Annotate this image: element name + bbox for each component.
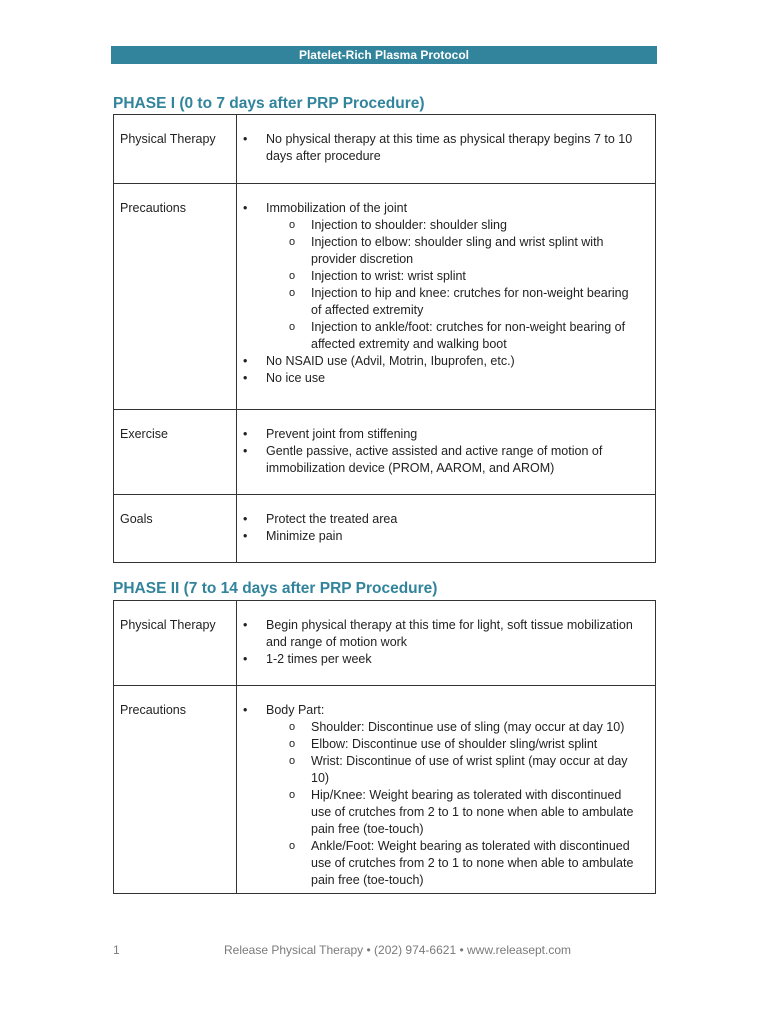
row-label-precautions: Precautions <box>114 184 237 410</box>
row-content-precautions <box>237 686 656 894</box>
phase-1-table <box>113 114 656 563</box>
row-label-physical-therapy: Physical Therapy <box>114 115 237 184</box>
footer-contact-info: Release Physical Therapy • (202) 974-6621 • www.releasept.com <box>224 943 572 957</box>
phase-2-table <box>113 600 656 894</box>
list-item: • Begin physical therapy at this time for light, soft tissue mobilization and range of motion work <box>266 617 641 651</box>
row-content-physical-therapy <box>237 115 656 184</box>
phase-1-title: PHASE I (0 to 7 days after PRP Procedure) <box>113 95 425 112</box>
bullet-list <box>243 702 641 889</box>
sub-list-item: o Injection to elbow: shoulder sling and wrist splint with provider discretion <box>311 234 641 268</box>
sub-list-item: o Wrist: Discontinue of use of wrist splint (may occur at day 10) <box>311 753 641 787</box>
document-header-banner: Platelet-Rich Plasma Protocol <box>111 46 657 64</box>
sub-list-item: o Injection to hip and knee: crutches for non-weight bearing of affected extremity <box>311 285 641 319</box>
row-label-exercise: Exercise <box>114 410 237 495</box>
phase-2-title: PHASE II (7 to 14 days after PRP Procedure) <box>113 580 438 597</box>
bullet-list <box>243 617 641 668</box>
bullet-list <box>243 131 641 165</box>
row-label-precautions: Precautions <box>114 686 237 894</box>
list-item <box>266 702 641 889</box>
sub-list-item: o Elbow: Discontinue use of shoulder sling/wrist splint <box>311 736 641 753</box>
row-content-goals <box>237 495 656 563</box>
table-row <box>114 115 656 184</box>
sub-list <box>266 719 641 889</box>
list-item-text: Body Part: <box>266 703 325 717</box>
list-item <box>266 200 641 353</box>
bullet-list <box>243 511 641 545</box>
row-label-goals: Goals <box>114 495 237 563</box>
list-item-text: Immobilization of the joint <box>266 201 408 215</box>
sub-list-item: o Ankle/Foot: Weight bearing as tolerated with discontinued use of crutches from 2 to 1 to none when able to ambulate pain free (toe-touch) <box>311 838 641 889</box>
list-item: • Protect the treated area <box>266 511 641 528</box>
list-item: • Gentle passive, active assisted and active range of motion of immobilization device (PROM, AAROM, and AROM) <box>266 443 641 477</box>
table-row <box>114 495 656 563</box>
table-row <box>114 601 656 686</box>
sub-list-item: o Shoulder: Discontinue use of sling (may occur at day 10) <box>311 719 641 736</box>
table-row <box>114 686 656 894</box>
footer-page-number: 1 <box>113 943 120 957</box>
list-item: • No NSAID use (Advil, Motrin, Ibuprofen, etc.) <box>266 353 641 370</box>
table-row <box>114 410 656 495</box>
sub-list-item: o Injection to shoulder: shoulder sling <box>311 217 641 234</box>
list-item: • Minimize pain <box>266 528 641 545</box>
sub-list-item: o Injection to ankle/foot: crutches for non-weight bearing of affected extremity and walking boot <box>311 319 641 353</box>
sub-list <box>266 217 641 353</box>
bullet-list <box>243 426 641 477</box>
sub-list-item: o Hip/Knee: Weight bearing as tolerated with discontinued use of crutches from 2 to 1 to none when able to ambulate pain free (toe-touch) <box>311 787 641 838</box>
list-item: • Prevent joint from stiffening <box>266 426 641 443</box>
list-item: • 1-2 times per week <box>266 651 641 668</box>
sub-list-item: o Injection to wrist: wrist splint <box>311 268 641 285</box>
row-content-exercise <box>237 410 656 495</box>
list-item: • No ice use <box>266 370 641 387</box>
row-content-precautions <box>237 184 656 410</box>
table-row <box>114 184 656 410</box>
list-item: • No physical therapy at this time as physical therapy begins 7 to 10 days after procedure <box>266 131 641 165</box>
row-label-physical-therapy: Physical Therapy <box>114 601 237 686</box>
bullet-list <box>243 200 641 387</box>
row-content-physical-therapy <box>237 601 656 686</box>
